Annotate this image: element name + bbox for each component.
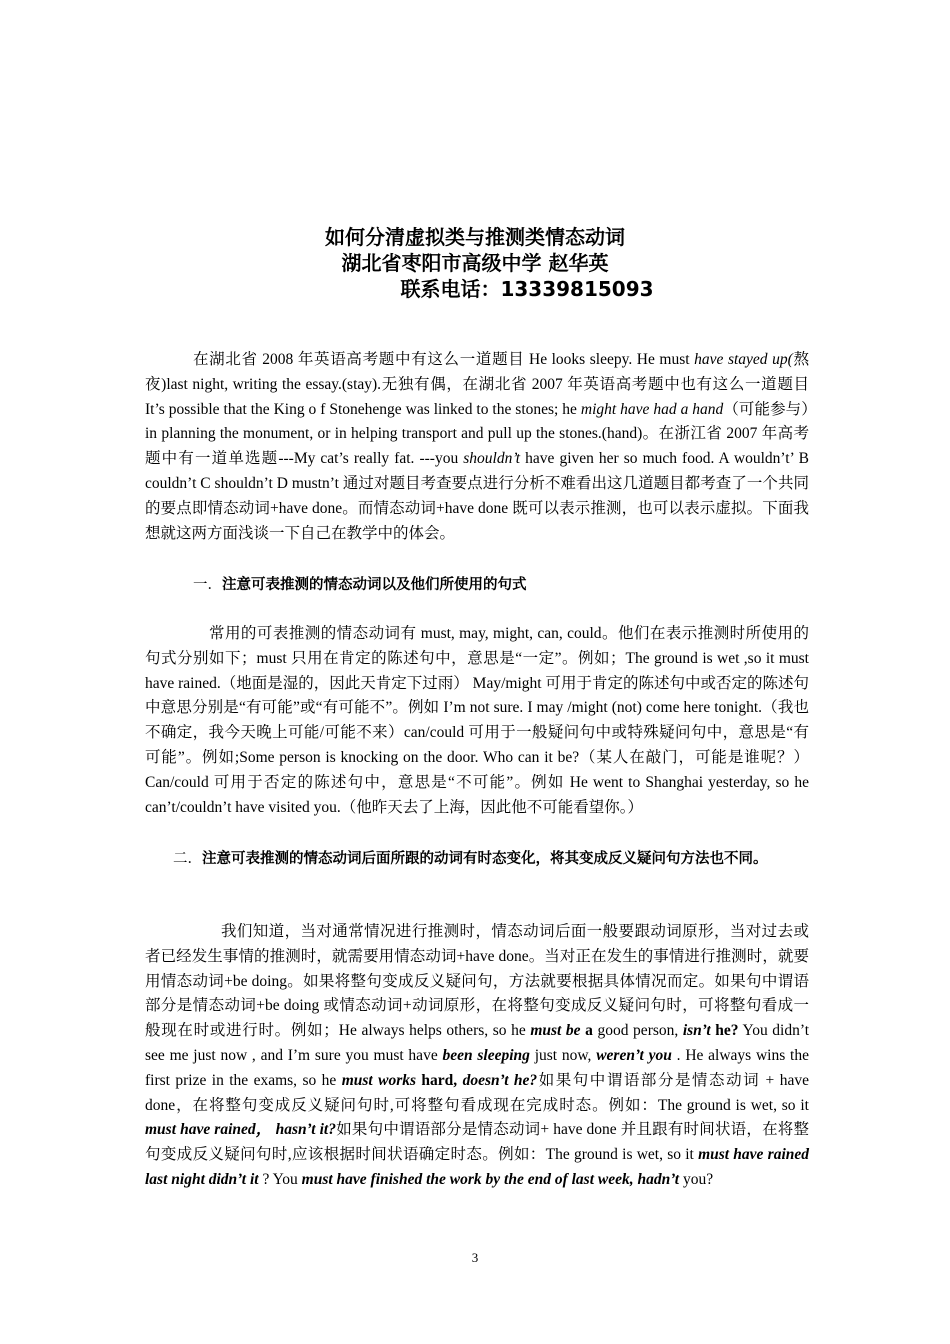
bold-italic-run: isn’t bbox=[682, 1022, 711, 1040]
bold-italic-run: must have finished the work by the end of last week, hadn’t bbox=[301, 1170, 680, 1188]
bold-italic-run: must works bbox=[341, 1071, 417, 1089]
text-run: 如果句中谓语部分是情态动词 + have done，在将整句变成反义疑问句时,可将整句看成现在完成时态。例如：The ground is wet, so it bbox=[145, 1071, 809, 1114]
bold-italic-run: doesn’t he? bbox=[457, 1071, 538, 1089]
contact-line: 联系电话：13339815093 bbox=[400, 277, 654, 301]
section-number: 二． bbox=[173, 851, 202, 867]
italic-run: might have had a hand bbox=[580, 400, 724, 418]
author-line: 湖北省枣阳市高级中学 赵华英 bbox=[341, 251, 609, 275]
bold-italic-run: must have rained last night didn’t it bbox=[145, 1146, 810, 1188]
bold-italic-run: been sleeping bbox=[442, 1046, 530, 1064]
text-run: . He always wins the first prize in the exams, so he bbox=[145, 1046, 809, 1089]
text-run: good person, bbox=[592, 1022, 683, 1040]
italic-run: have stayed up( bbox=[694, 351, 793, 368]
text-run: 如果句中谓语部分是情态动词+ have done 并且跟有时间状语，在将整句变成反义疑问句时,应该根据时间状语确定时态。例如：The ground is wet, so it bbox=[145, 1121, 809, 1164]
italic-run: shouldn’t bbox=[463, 450, 521, 468]
text-run: you? bbox=[679, 1170, 714, 1188]
text-run: You didn’t see me just now , and I’m sure you must have bbox=[145, 1022, 810, 1064]
bold-italic-run: must have rained， hasn’t it? bbox=[145, 1121, 336, 1139]
bold-run: hard, bbox=[416, 1071, 458, 1089]
text-run: 我们知道，当对通常情况进行推测时，情态动词后面一般要跟动词原形，当对过去或者已经发生事情的推测时，就需要用情态动词+have done。当对正在发生的事情进行推测时，就要用情态动词+be doing。如果将整句变成反义疑问句，方法就要根据具体情况而定。如果句中谓语部分是情态动词+be doing 或情态动词+动词原形，在将整句变成反义疑问句时，可将整句看成一般现在时或进行时。例如；He always helps others, so he bbox=[145, 923, 809, 1040]
bold-italic-run: must be bbox=[530, 1022, 581, 1040]
section-1-paragraph: 常用的可表推测的情态动词有 must, may, might, can, could。他们在表示推测时所使用的句式分别如下；must 只用在肯定的陈述句中，意思是“一定”。例如；The ground is wet ,so it must have rained.（地面是湿的，因此天肯定下过雨） May/might 可用于肯定的陈述句中或否定的陈述句中意思分别是“有可能”或“有可能不”。例如 I’m not sure. I may /might (not) come here tonight.（我也不确定，我今天晚上可能/可能不来）can/could 可用于一般疑问句中或特殊疑问句中，意思是“有可能”。例如;Some person is knocking on the door. Who can it be?（某人在敲门，可能是谁呢？）Can/could 可用于否定的陈述句中，意思是“不可能”。例如 He went to Shanghai yesterday, so he can’t/couldn’t have visited you.（他昨天去了上海，因此他不可能看望你。） bbox=[145, 625, 809, 816]
intro-paragraph bbox=[145, 348, 809, 546]
section-1-heading bbox=[145, 573, 809, 598]
page-number: 3 bbox=[471, 1250, 479, 1265]
section-number: 一． bbox=[193, 577, 222, 593]
section-2-heading bbox=[145, 847, 809, 872]
text-run: just now, bbox=[529, 1046, 597, 1064]
section-2-paragraph bbox=[145, 920, 809, 1193]
text-run: （可能参与）in planning the monument, or in helping transport and pull up the stones.(hand)。在浙江省 2007 年高考题中有一道单选题---My cat’s really fat. ---you bbox=[145, 400, 809, 468]
text-run: ? You bbox=[258, 1170, 302, 1188]
section-heading-text: 注意可表推测的情态动词以及他们所使用的句式 bbox=[222, 577, 527, 593]
bold-italic-run: weren’t you bbox=[596, 1046, 672, 1064]
bold-run: he? bbox=[710, 1022, 739, 1040]
text-run: 熬夜)last night, writing the essay.(stay).无独有偶，在湖北省 2007 年英语高考题中也有这么一道题目 It’s possible that the King o f Stonehenge was linked to the stones; he bbox=[145, 351, 809, 418]
text-run: have given her so much food. A wouldn’t’ B couldn’t C shouldn’t D mustn’t 通过对题目考查要点进行分析不难看出这几道题目都考查了一个共同的要点即情态动词+have done。而情态动词+have done 既可以表示推测，也可以表示虚拟。下面我想就这两方面浅谈一下自己在教学中的体会。 bbox=[145, 450, 810, 542]
section-heading-text: 注意可表推测的情态动词后面所跟的动词有时态变化，将其变成反义疑问句方法也不同。 bbox=[202, 851, 768, 867]
bold-run: a bbox=[580, 1022, 593, 1040]
text-run: 在湖北省 2008 年英语高考题中有这么一道题目 He looks sleepy. He must bbox=[193, 351, 695, 368]
document-title: 如何分清虚拟类与推测类情态动词 bbox=[325, 225, 625, 249]
